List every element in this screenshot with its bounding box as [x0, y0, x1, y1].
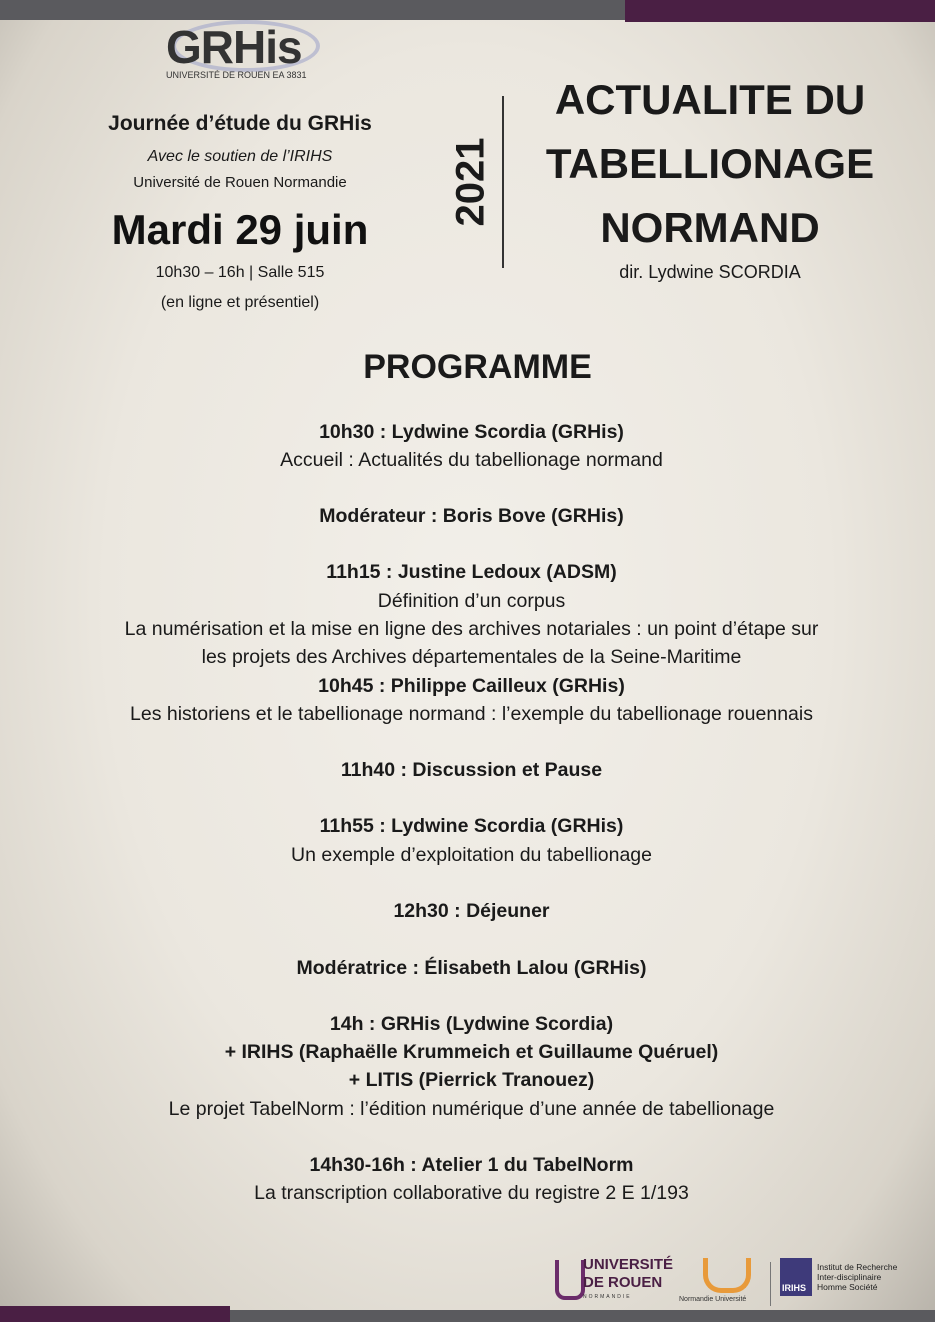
logo-text: GRHis	[166, 21, 302, 73]
title-line-3: NORMAND	[600, 204, 820, 251]
programme-line: 11h15 : Justine Ledoux (ADSM)	[326, 561, 617, 583]
programme-line: 10h45 : Philippe Cailleux (GRHis)	[318, 675, 625, 697]
university-line: Université de Rouen Normandie	[133, 174, 347, 191]
univ-logo-text	[583, 1256, 673, 1292]
irihs-box-text: IRIHS	[782, 1283, 807, 1293]
programme-line: + LITIS (Pierrick Tranouez)	[348, 1069, 595, 1091]
programme-line: 11h55 : Lydwine Scordia (GRHis)	[319, 815, 624, 837]
programme-line: 10h30 : Lydwine Scordia (GRHis)	[319, 421, 624, 443]
programme-line: + IRIHS (Raphaëlle Krummeich et Guillaume Quéruel)	[224, 1041, 719, 1063]
event-mode: (en ligne et présentiel)	[160, 294, 320, 311]
programme-line: Modératrice : Élisabeth Lalou (GRHis)	[296, 957, 647, 979]
programme-line: La transcription collaborative du registre 2 E 1/193	[254, 1182, 689, 1204]
irihs-logo-text	[817, 1262, 897, 1292]
direction: dir. Lydwine SCORDIA	[619, 262, 801, 282]
programme-line: La numérisation et la mise en ligne des archives notariales : un point d’étape sur	[124, 618, 819, 640]
support-line: Avec le soutien de l’IRIHS	[147, 148, 333, 165]
programme-line: 12h30 : Déjeuner	[393, 900, 550, 922]
irihs-line-1: Institut de Recherche	[817, 1262, 898, 1272]
irihs-line-2: Inter-disciplinaire	[817, 1272, 882, 1282]
title-line-1: ACTUALITE DU	[554, 76, 866, 123]
programme-line: 14h30-16h : Atelier 1 du TabelNorm	[309, 1154, 634, 1176]
event-year-text: 2021	[448, 137, 493, 227]
top-accent-bar	[625, 0, 935, 22]
event-type: Journée d’étude du GRHis	[108, 112, 372, 135]
normandie-logo-text: Normandie Université	[679, 1296, 747, 1303]
normandie-mark-icon	[703, 1258, 751, 1293]
irihs-logo	[780, 1254, 920, 1314]
univ-logo-line3: NORMANDIE	[583, 1294, 632, 1300]
univ-logo-line1: UNIVERSITÉ	[583, 1256, 674, 1273]
normandie-universite-logo	[679, 1254, 765, 1314]
title-line-2: TABELLIONAGE	[545, 140, 875, 187]
programme-heading: PROGRAMME	[363, 348, 592, 386]
programme-line: Un exemple d’exploitation du tabellionage	[291, 844, 652, 866]
logo-subtitle: UNIVERSITÉ DE ROUEN EA 3831	[166, 70, 307, 80]
irihs-box-icon	[780, 1258, 812, 1296]
event-time-room: 10h30 – 16h | Salle 515	[155, 264, 325, 281]
programme-line: 11h40 : Discussion et Pause	[340, 759, 603, 781]
bottom-accent-bar	[0, 1306, 230, 1322]
programme-line: 14h : GRHis (Lydwine Scordia)	[329, 1013, 614, 1035]
irihs-line-3: Homme Société	[817, 1282, 878, 1292]
programme-line: Accueil : Actualités du tabellionage normand	[280, 449, 663, 471]
programme-line: les projets des Archives départementales de la Seine-Maritime	[201, 646, 742, 668]
univ-logo-line2: DE ROUEN	[583, 1274, 663, 1291]
title-divider	[502, 96, 504, 268]
event-year	[449, 122, 493, 242]
programme-line: Les historiens et le tabellionage normand : l’exemple du tabellionage rouennais	[130, 703, 813, 725]
programme-line: Le projet TabelNorm : l’édition numérique d’une année de tabellionage	[168, 1098, 775, 1120]
universite-rouen-logo	[555, 1254, 675, 1314]
programme-line: Modérateur : Boris Bove (GRHis)	[319, 505, 624, 527]
logo-separator	[770, 1262, 771, 1306]
event-date: Mardi 29 juin	[111, 206, 369, 253]
programme-line: Définition d’un corpus	[377, 590, 566, 612]
u-mark-icon	[555, 1260, 585, 1300]
grhis-logo	[160, 18, 330, 86]
